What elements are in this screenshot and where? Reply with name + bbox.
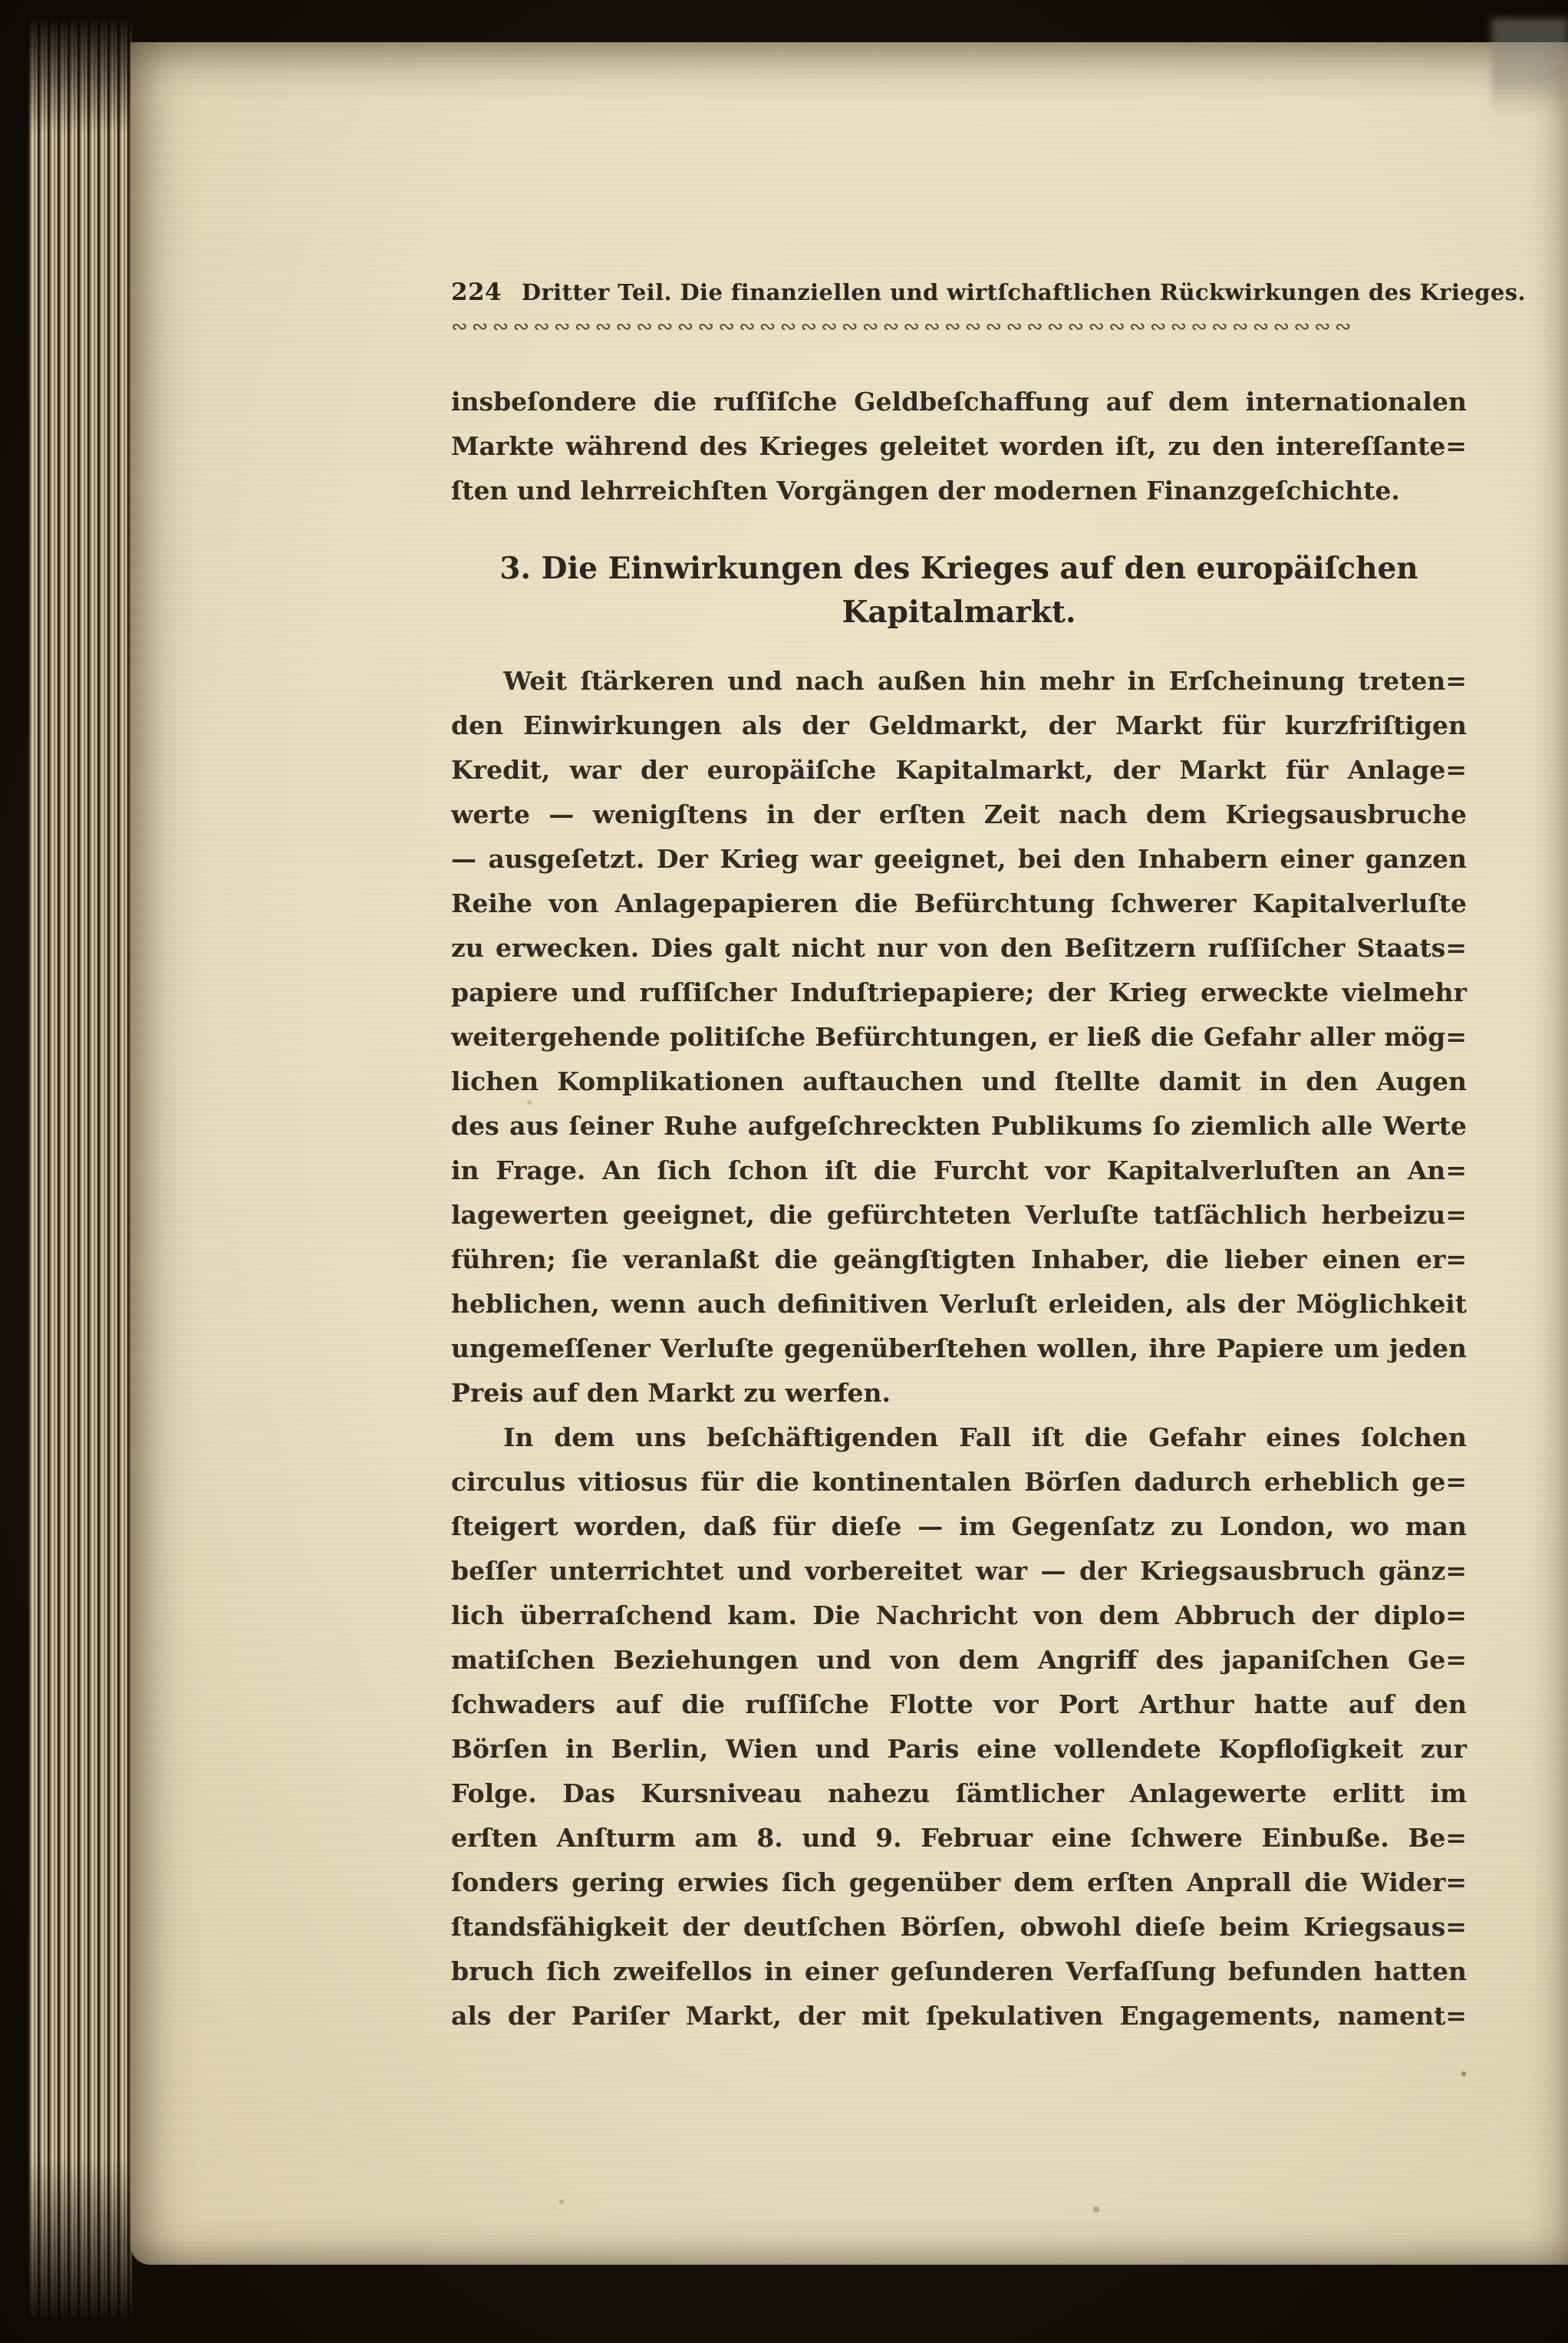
text-line: bruch ſich zweifellos in einer geſunderen Verfaſſung befunden hatten bbox=[451, 1956, 1467, 1986]
text-line: den Einwirkungen als der Geldmarkt, der Markt für kurzfriſtigen bbox=[451, 710, 1467, 740]
text-line: ſtandsfähigkeit der deutſchen Börſen, obwohl dieſe beim Kriegsaus= bbox=[451, 1912, 1467, 1942]
text-line: zu erwecken. Dies galt nicht nur von den Beſitzern ruſſiſcher Staats= bbox=[451, 933, 1467, 963]
intro-paragraph bbox=[451, 380, 1467, 513]
text-line: ſteigert worden, daß für dieſe — im Gegenſatz zu London, wo man bbox=[451, 1511, 1467, 1541]
text-line: ſonders gering erwies ſich gegenüber dem erſten Anprall die Wider= bbox=[451, 1867, 1467, 1897]
ornament-band-icon: ∾∾∾∾∾∾∾∾∾∾∾∾∾∾∾∾∾∾∾∾∾∾∾∾∾∾∾∾∾∾∾∾∾∾∾∾∾∾∾∾∾∾∾∾ bbox=[451, 315, 1356, 338]
body-paragraph-boersen bbox=[451, 1415, 1467, 2038]
dust-specks bbox=[0, 0, 2, 2]
text-line: circulus vitiosus für die kontinentalen Börſen dadurch erheblich ge= bbox=[451, 1467, 1467, 1497]
text-line: — ausgeſetzt. Der Krieg war geeignet, bei den Inhabern einer ganzen bbox=[451, 844, 1467, 874]
text-line: Markte während des Krieges geleitet worden iſt, zu den intereſſante= bbox=[451, 431, 1467, 461]
text-line: matiſchen Beziehungen und von dem Angriff des japaniſchen Ge= bbox=[451, 1645, 1467, 1675]
section-heading bbox=[451, 547, 1467, 634]
book-page-stack bbox=[28, 20, 132, 2318]
scanner-artifact bbox=[1491, 18, 1568, 118]
text-line: erſten Anſturm am 8. und 9. Februar eine ſchwere Einbuße. Be= bbox=[451, 1823, 1467, 1853]
text-line: lagewerten geeignet, die gefürchteten Verluſte tatſächlich herbeizu= bbox=[451, 1200, 1467, 1230]
text-line: weitergehende politiſche Befürchtungen, er ließ die Gefahr aller mög= bbox=[451, 1022, 1467, 1052]
text-line: lich überraſchend kam. Die Nachricht von dem Abbruch der diplo= bbox=[451, 1600, 1467, 1630]
page-header bbox=[451, 278, 1526, 306]
page-number: 224 bbox=[451, 278, 502, 306]
text-line: führen; ſie veranlaßt die geängſtigten Inhaber, die lieber einen er= bbox=[451, 1244, 1467, 1274]
text-line: papiere und ruſſiſcher Induſtriepapiere; der Krieg erweckte vielmehr bbox=[451, 977, 1467, 1007]
book-page bbox=[130, 42, 1568, 2265]
running-title: Dritter Teil. Die finanziellen und wirtſchaftlichen Rückwirkungen des Krieges. bbox=[521, 279, 1526, 305]
text-line: lichen Komplikationen auftauchen und ſtellte damit in den Augen bbox=[451, 1066, 1467, 1096]
text-line: werte — wenigſtens in der erſten Zeit nach dem Kriegsausbruche bbox=[451, 799, 1467, 829]
text-line: als der Pariſer Markt, der mit ſpekulativen Engagements, nament= bbox=[451, 2001, 1467, 2031]
text-line: ſten und lehrreichſten Vorgängen der modernen Finanzgeſchichte. bbox=[451, 476, 1400, 506]
text-line: Kredit, war der europäiſche Kapitalmarkt, der Markt für Anlage= bbox=[451, 755, 1467, 785]
text-line: ſchwaders auf die ruſſiſche Flotte vor Port Arthur hatte auf den bbox=[451, 1689, 1467, 1719]
text-line: ungemeſſener Verluſte gegenüberſtehen wollen, ihre Papiere um jeden bbox=[451, 1333, 1467, 1363]
text-line: beſſer unterrichtet und vorbereitet war — der Kriegsausbruch gänz= bbox=[451, 1556, 1467, 1586]
text-line: Reihe von Anlagepapieren die Befürchtung ſchwerer Kapitalverluſte bbox=[451, 888, 1467, 918]
text-line: in Frage. An ſich ſchon iſt die Furcht vor Kapitalverluſten an An= bbox=[451, 1155, 1467, 1185]
text-line: Weit ſtärkeren und nach außen hin mehr in Erſcheinung treten= bbox=[503, 666, 1467, 696]
heading-line: 3. Die Einwirkungen des Krieges auf den europäiſchen bbox=[499, 551, 1418, 586]
heading-line: Kapitalmarkt. bbox=[842, 595, 1076, 630]
page-content bbox=[451, 278, 1526, 2038]
text-line: In dem uns beſchäftigenden Fall iſt die Gefahr eines ſolchen bbox=[503, 1422, 1467, 1452]
text-line: Folge. Das Kursniveau nahezu ſämtlicher Anlagewerte erlitt im bbox=[451, 1778, 1467, 1808]
text-line: insbeſondere die ruſſiſche Geldbeſchaffung auf dem internationalen bbox=[451, 387, 1467, 417]
text-line: des aus ſeiner Ruhe aufgeſchreckten Publikums ſo ziemlich alle Werte bbox=[451, 1111, 1467, 1141]
text-line: Börſen in Berlin, Wien und Paris eine vollendete Kopfloſigkeit zur bbox=[451, 1734, 1467, 1764]
body-paragraph-kapitalmarkt bbox=[451, 659, 1467, 1415]
text-line: Preis auf den Markt zu werfen. bbox=[451, 1378, 891, 1408]
text-line: heblichen, wenn auch definitiven Verluſt erleiden, als der Möglichkeit bbox=[451, 1289, 1467, 1319]
